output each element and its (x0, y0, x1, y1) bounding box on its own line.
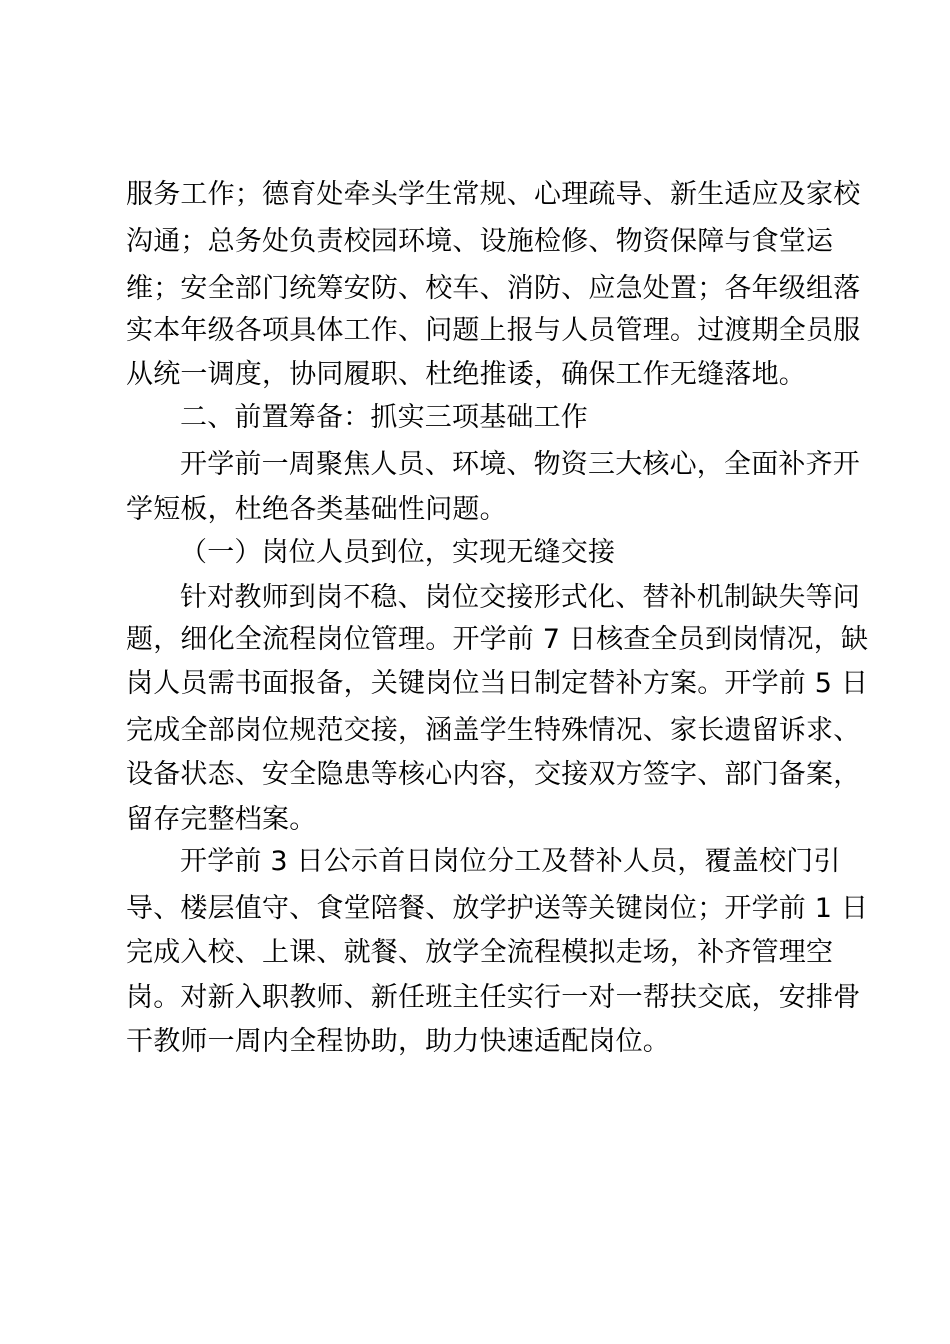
paragraph-line: 维；安全部门统筹安防、校车、消防、应急处置；各年级组落 (126, 273, 861, 304)
paragraph-line: 服务工作；德育处牵头学生常规、心理疏导、新生适应及家校 (126, 179, 861, 210)
paragraph-line: 沟通；总务处负责校园环境、设施检修、物资保障与食堂运 (126, 226, 834, 257)
paragraph-line: 导、楼层值守、食堂陪餐、放学护送等关键岗位；开学前 1 日 (126, 893, 869, 924)
paragraph-line: 岗。对新入职教师、新任班主任实行一对一帮扶交底，安排骨 (126, 982, 861, 1013)
paragraph-line: 开学前一周聚焦人员、环境、物资三大核心，全面补齐开 (180, 449, 860, 480)
paragraph-line: 岗人员需书面报备，关键岗位当日制定替补方案。开学前 5 日 (126, 668, 869, 699)
paragraph-line: 留存完整档案。 (126, 804, 317, 835)
paragraph-line: 题，细化全流程岗位管理。开学前 7 日核查全员到岗情况，缺 (126, 624, 869, 655)
paragraph-line: 实本年级各项具体工作、问题上报与人员管理。过渡期全员服 (126, 315, 861, 346)
paragraph-line: 从统一调度，协同履职、杜绝推诿，确保工作无缝落地。 (126, 359, 806, 390)
paragraph-line: 干教师一周内全程协助，助力快速适配岗位。 (126, 1026, 670, 1057)
paragraph-line: 开学前 3 日公示首日岗位分工及替补人员，覆盖校门引 (180, 846, 841, 877)
paragraph-line: 完成全部岗位规范交接，涵盖学生特殊情况、家长遗留诉求、 (126, 715, 861, 746)
paragraph-line: 针对教师到岗不稳、岗位交接形式化、替补机制缺失等问 (180, 582, 860, 613)
subsection-heading: （一）岗位人员到位，实现无缝交接 (180, 537, 616, 568)
paragraph-line: 设备状态、安全隐患等核心内容，交接双方签字、部门备案， (126, 759, 861, 790)
paragraph-line: 完成入校、上课、就餐、放学全流程模拟走场，补齐管理空 (126, 937, 834, 968)
section-heading: 二、前置筹备：抓实三项基础工作 (180, 402, 588, 433)
paragraph-line: 学短板，杜绝各类基础性问题。 (126, 494, 507, 525)
